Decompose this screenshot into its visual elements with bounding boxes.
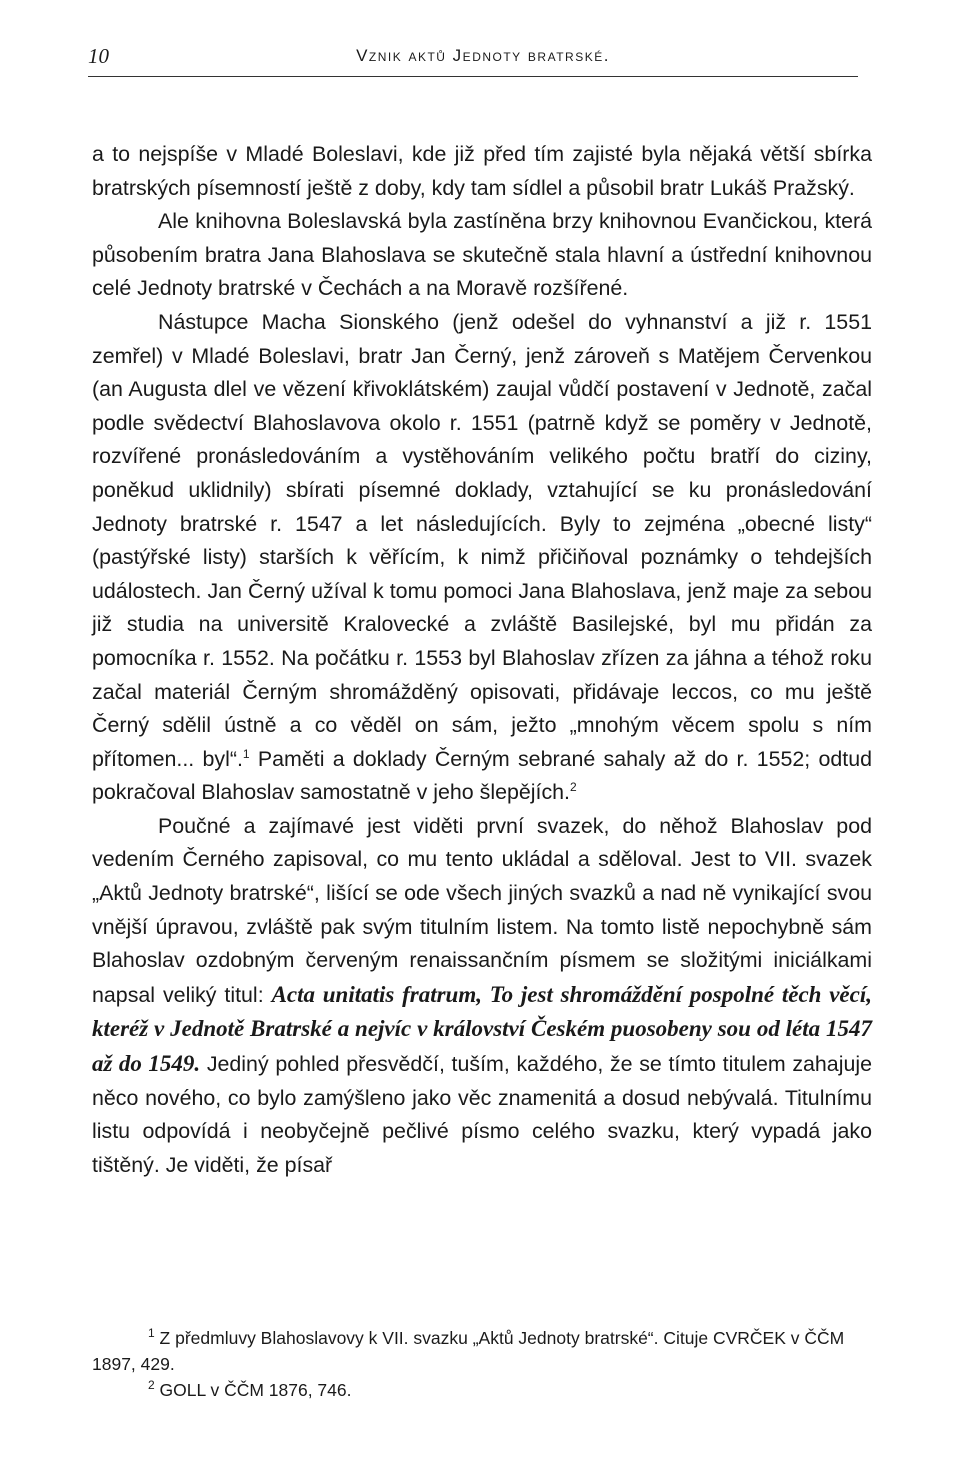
paragraph-4-text-a: Poučné a zajímavé jest viděti první svazek, do něhož Blahoslav pod vedením Černého zapisoval, co mu tento ukládal a sděloval. Jest to VII. svazek „Aktů Jednoty bratrské“, lišící se ode všech jiných svazků a nad ně vynikající svou vnější úpravou, zvláště pak svým titulním listem. Na tomto listě nepochybně sám Blahoslav ozdobným červeným renaissančním písmem se složitými iniciálkami napsal veliký titul:	[92, 813, 872, 1007]
footnote-1-mark: 1	[148, 1326, 155, 1341]
footnote-2	[92, 1377, 872, 1403]
footnote-2-text: GOLL v ČČM 1876, 746.	[154, 1380, 352, 1400]
paragraph-4-text-b: Jediný pohled přesvědčí, tuším, každého, že se tímto titulem zahajuje něco nového, co bylo zamýšleno jako věc znamenitá a dosud nebývalá. Titulnímu listu odpovídá i neobyčejně pečlivé písmo celého svazku, který vypadá jako tištěný. Je viděti, že písař	[92, 1052, 873, 1177]
footnote-ref-1: 1	[242, 746, 250, 761]
paragraph-4	[92, 810, 872, 1183]
paragraph-3-text-b: Paměti a doklady Černým sebrané sahaly až do r. 1552; odtud pokračoval Blahoslav samostatně v jeho šlepějích.	[92, 746, 872, 805]
footnote-ref-2: 2	[570, 780, 577, 795]
page-header	[88, 42, 878, 72]
body-text	[92, 138, 872, 1182]
paragraph-3-text-a: Nástupce Macha Sionského (jenž odešel do vyhnanství a již r. 1551 zemřel) v Mladé Boleslavi, bratr Jan Černý, jenž zároveň s Matějem Červenkou (an Augusta dlel ve vězení křivoklátském) zaujal vůdčí postavení v Jednotě, začal podle svědectví Blahoslavova okolo r. 1551 (patrně když se poměry v Jednotě, rozvířené pronásledováním a vystěhováním velikého počtu bratří do ciziny, poněkud uklidnily) sbírati písemné doklady, vztahující se ku pronásledování Jednoty bratrské r. 1547 a let následujících. Byly to zejména „obecné listy“ (pastýřské listy) starších k věřícím, k nimž přičiňoval poznámky o tehdejších událostech. Jan Černý užíval k tomu pomoci Jana Blahoslava, jenž maje za sebou již studia na universitě Kralovecké a zvláště Basilejské, byl mu přidán za pomocníka r. 1552. Na počátku r. 1553 byl Blahoslav zřízen za jáhna a téhož roku začal materiál Černým shromážděný opisovati, přidávaje leccos, co mu ještě Černý sdělil ústně a co věděl on sám, ježto „mnohým věcem spolu s ním přítomen... byl“.	[92, 309, 872, 771]
footnote-2-mark: 2	[148, 1378, 155, 1393]
paragraph-1: a to nejspíše v Mladé Boleslavi, kde již před tím zajisté byla nějaká větší sbírka bratrských písemností ještě z doby, kdy tam sídlel a působil bratr Lukáš Pražský.	[92, 142, 872, 200]
page-number: 10	[88, 44, 109, 68]
latin-title-quote: Acta unitatis fratrum, To jest shromáždění pospolné těch věcí, kteréž v Jednotě Bratrské a nejvíc v království Českém puosobeny sou od léta 1547 až do 1549.	[92, 981, 872, 1077]
footnote-1-text: Z předmluvy Blahoslavovy k VII. svazku „Aktů Jednoty bratrské“. Cituje CVRČEK v ČČM 1897, 429.	[92, 1328, 845, 1374]
paragraph-3	[92, 306, 872, 810]
header-rule	[88, 76, 858, 77]
footnote-1	[92, 1325, 872, 1377]
paragraph-2: Ale knihovna Boleslavská byla zastíněna brzy knihovnou Evančickou, která působením bratra Jana Blahoslava se skutečně stala hlavní a ústřední knihovnou celé Jednoty bratrské v Čechách a na Moravě rozšířené.	[92, 209, 872, 301]
footnotes	[92, 1325, 872, 1403]
running-title: Vznik aktů Jednoty bratrské.	[356, 46, 610, 65]
